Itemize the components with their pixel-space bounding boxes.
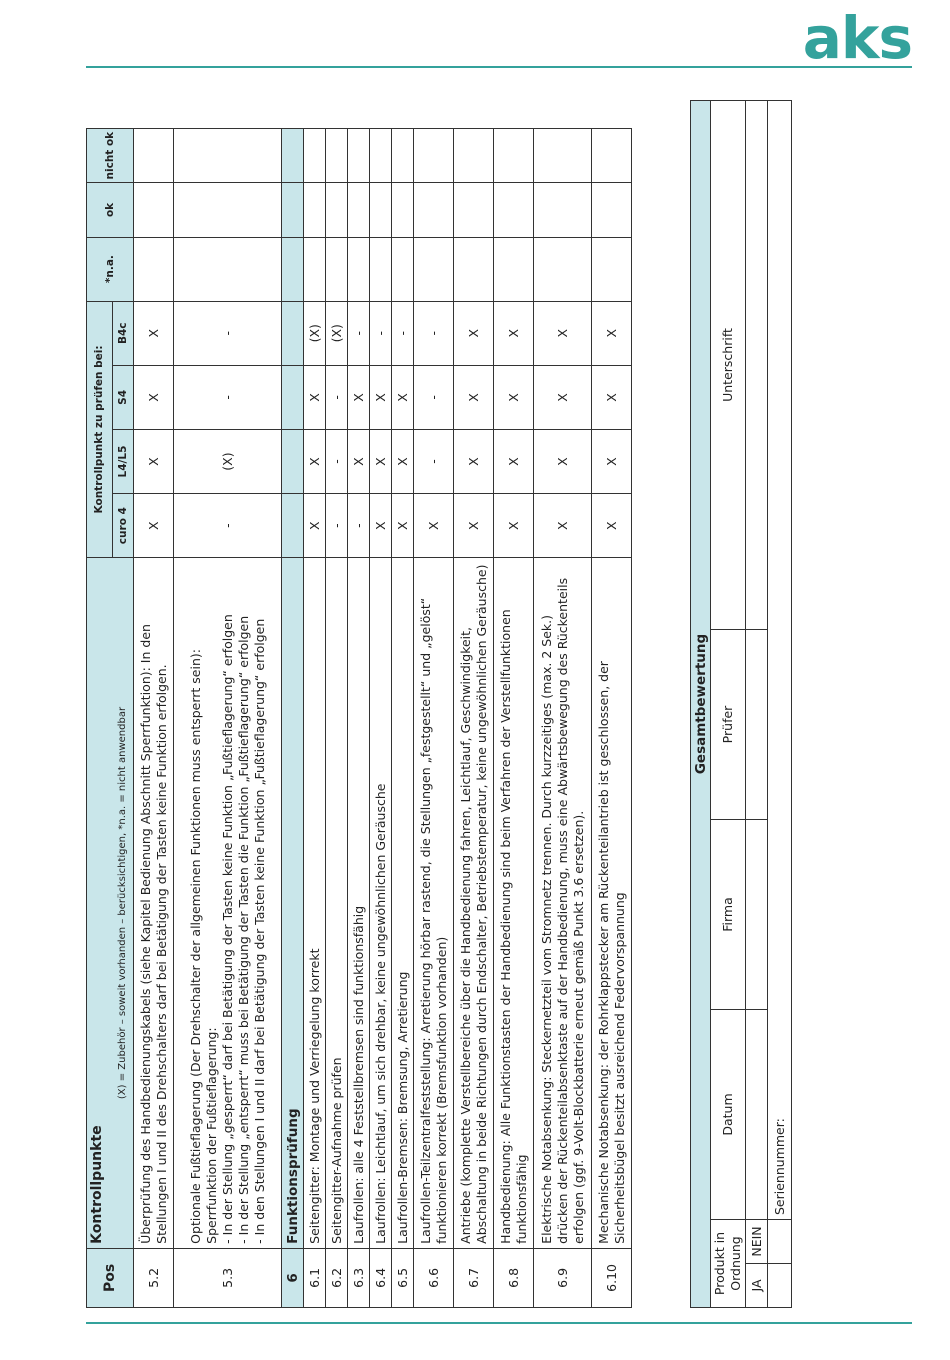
section-row bbox=[282, 129, 304, 1308]
mark-cell: X bbox=[392, 365, 414, 429]
table-row bbox=[348, 129, 370, 1308]
nicht-ok-checkbox-cell[interactable] bbox=[326, 129, 348, 183]
na-checkbox-cell[interactable] bbox=[534, 237, 592, 301]
nicht-ok-checkbox-cell[interactable] bbox=[348, 129, 370, 183]
ok-checkbox-cell[interactable] bbox=[370, 183, 392, 237]
row-text: Seitengitter-Aufnahme prüfen bbox=[326, 558, 348, 1249]
mark-cell: - bbox=[174, 365, 282, 429]
mark-cell: X bbox=[592, 429, 632, 493]
nicht-ok-checkbox-cell[interactable] bbox=[494, 129, 534, 183]
nicht-ok-checkbox-cell[interactable] bbox=[304, 129, 326, 183]
ok-checkbox-cell[interactable] bbox=[454, 183, 494, 237]
ok-checkbox-cell[interactable] bbox=[134, 183, 174, 237]
mark-cell: - bbox=[348, 301, 370, 365]
mark-cell: X bbox=[534, 365, 592, 429]
mark-cell: - bbox=[414, 365, 454, 429]
firma-label: Firma bbox=[711, 820, 746, 1010]
mark-cell: - bbox=[414, 429, 454, 493]
produkt-label: Produkt in Ordnung bbox=[711, 1220, 746, 1308]
mark-cell: X bbox=[304, 429, 326, 493]
col-na-header: *n.a. bbox=[87, 237, 134, 301]
mark-cell: - bbox=[174, 301, 282, 365]
table-row bbox=[534, 129, 592, 1308]
mark-cell: - bbox=[326, 429, 348, 493]
ja-checkbox-cell[interactable] bbox=[768, 1264, 792, 1308]
nicht-ok-checkbox-cell[interactable] bbox=[534, 129, 592, 183]
na-checkbox-cell[interactable] bbox=[304, 237, 326, 301]
mark-cell: - bbox=[370, 301, 392, 365]
ok-checkbox-cell[interactable] bbox=[348, 183, 370, 237]
mark-cell: - bbox=[348, 494, 370, 558]
mark-cell: X bbox=[534, 429, 592, 493]
na-checkbox-cell[interactable] bbox=[134, 237, 174, 301]
ok-checkbox-cell[interactable] bbox=[392, 183, 414, 237]
ok-checkbox-cell[interactable] bbox=[414, 183, 454, 237]
mark-cell: X bbox=[494, 429, 534, 493]
document-id bbox=[0, 0, 14, 1360]
row-text: Seitengitter: Montage und Verriegelung korrekt bbox=[304, 558, 326, 1249]
pruefer-label: Prüfer bbox=[711, 630, 746, 820]
pruefer-field[interactable] bbox=[746, 630, 768, 820]
summary-box bbox=[690, 101, 786, 1308]
mark-cell: X bbox=[454, 365, 494, 429]
nein-option[interactable]: NEIN bbox=[746, 1220, 768, 1264]
mark-cell: X bbox=[534, 301, 592, 365]
mark-cell: X bbox=[304, 365, 326, 429]
ok-checkbox-cell[interactable] bbox=[304, 183, 326, 237]
nicht-ok-checkbox-cell[interactable] bbox=[414, 129, 454, 183]
mark-cell: X bbox=[494, 301, 534, 365]
na-checkbox-cell[interactable] bbox=[326, 237, 348, 301]
mark-cell: X bbox=[134, 301, 174, 365]
section-pos: 6 bbox=[282, 1248, 304, 1307]
na-checkbox-cell[interactable] bbox=[414, 237, 454, 301]
mark-cell: - bbox=[326, 494, 348, 558]
footer-rule bbox=[86, 1322, 912, 1324]
na-checkbox-cell[interactable] bbox=[370, 237, 392, 301]
col-nicht-ok-header: nicht ok bbox=[87, 129, 134, 183]
mark-cell: X bbox=[494, 494, 534, 558]
model-header: L4/L5 bbox=[112, 429, 133, 493]
mark-cell: X bbox=[348, 429, 370, 493]
col-group-header: Kontrollpunkt zu prüfen bei: bbox=[87, 301, 113, 558]
table-row bbox=[304, 129, 326, 1308]
nicht-ok-checkbox-cell[interactable] bbox=[370, 129, 392, 183]
table-row bbox=[326, 129, 348, 1308]
ok-checkbox-cell[interactable] bbox=[534, 183, 592, 237]
mark-cell: X bbox=[454, 494, 494, 558]
table-row bbox=[414, 129, 454, 1308]
row-text: Mechanische Notabsenkung: der Rohrklappstecker am Rückenteilantrieb ist geschlossen, der Sicherheitsbügel besitzt ausreichend Federvorspannung bbox=[592, 558, 632, 1249]
nicht-ok-checkbox-cell[interactable] bbox=[134, 129, 174, 183]
mark-cell: X bbox=[392, 429, 414, 493]
mark-cell: X bbox=[304, 494, 326, 558]
table-row bbox=[592, 129, 632, 1308]
mark-cell: X bbox=[392, 494, 414, 558]
mark-cell: X bbox=[414, 494, 454, 558]
row-text: Laufrollen: alle 4 Feststellbremsen sind funktionsfähig bbox=[348, 558, 370, 1249]
mark-cell: X bbox=[370, 429, 392, 493]
mark-cell: X bbox=[134, 494, 174, 558]
legend-text: (X) = Zubehör – soweit vorhanden – berücksichtigen, *n.a. = nicht anwendbar bbox=[117, 706, 128, 1100]
row-text: Antriebe (komplette Verstellbereiche über die Handbedienung fahren, Leichtlauf, Geschwindigkeit, Abschaltung in beide Richtungen durch Endschalter, Betriebstemperatur, keine ungewöhnlichen Geräusche) bbox=[454, 558, 494, 1249]
seriennummer-label: Seriennummer: bbox=[771, 1118, 787, 1215]
datum-field[interactable] bbox=[746, 1010, 768, 1220]
mark-cell: (X) bbox=[304, 301, 326, 365]
nicht-ok-checkbox-cell[interactable] bbox=[592, 129, 632, 183]
table-row bbox=[174, 129, 282, 1308]
nein-checkbox-cell[interactable] bbox=[768, 1220, 792, 1264]
ok-checkbox-cell[interactable] bbox=[174, 183, 282, 237]
row-text: Laufrollen: Leichtlauf, um sich drehbar, keine ungewöhnlichen Geräusche bbox=[370, 558, 392, 1249]
row-pos: 6.10 bbox=[592, 1248, 632, 1307]
header-rule bbox=[86, 66, 912, 68]
mark-cell: X bbox=[534, 494, 592, 558]
unterschrift-field[interactable] bbox=[746, 100, 768, 629]
row-pos: 6.5 bbox=[392, 1248, 414, 1307]
mark-cell: X bbox=[494, 365, 534, 429]
mark-cell: X bbox=[134, 365, 174, 429]
na-checkbox-cell[interactable] bbox=[592, 237, 632, 301]
row-pos: 6.4 bbox=[370, 1248, 392, 1307]
row-pos: 5.3 bbox=[174, 1248, 282, 1307]
datum-label: Datum bbox=[711, 1010, 746, 1220]
row-text: Laufrollen-Bremsen: Bremsung, Arretierung bbox=[392, 558, 414, 1249]
unterschrift-label: Unterschrift bbox=[711, 100, 746, 629]
mark-cell: X bbox=[592, 301, 632, 365]
mark-cell: (X) bbox=[174, 429, 282, 493]
mark-cell: X bbox=[592, 365, 632, 429]
mark-cell: X bbox=[348, 365, 370, 429]
row-text: Überprüfung des Handbedienungskabels (siehe Kapitel Bedienung Abschnitt Sperrfunktion): In den Stellungen I und II des Drehschalters darf bei Betätigung der Tasten keine Funktion erfolgen. bbox=[134, 558, 174, 1249]
aks-logo: aks bbox=[802, 4, 912, 72]
firma-field[interactable] bbox=[746, 820, 768, 1010]
row-pos: 5.2 bbox=[134, 1248, 174, 1307]
table-row bbox=[494, 129, 534, 1308]
mark-cell: X bbox=[454, 429, 494, 493]
mark-cell: - bbox=[392, 301, 414, 365]
summary-title: Gesamtbewertung bbox=[691, 100, 711, 1307]
mark-cell: - bbox=[174, 494, 282, 558]
nicht-ok-checkbox-cell[interactable] bbox=[174, 129, 282, 183]
section-title: Funktionsprüfung bbox=[282, 558, 304, 1249]
row-pos: 6.3 bbox=[348, 1248, 370, 1307]
na-checkbox-cell[interactable] bbox=[454, 237, 494, 301]
row-pos: 6.8 bbox=[494, 1248, 534, 1307]
na-checkbox-cell[interactable] bbox=[348, 237, 370, 301]
row-pos: 6.9 bbox=[534, 1248, 592, 1307]
table-row bbox=[454, 129, 494, 1308]
table-row bbox=[370, 129, 392, 1308]
row-text: Elektrische Notabsenkung: Steckernetzteil vom Stromnetz trennen. Durch kurzzeitiges (max. 2 Sek.) drücken der Rückenteilabsenktaste auf der Handbedienung, muss eine Abwärtsbewegung des Rückenteils erfolgen (ggf. 9-Volt-Blockbatterie erneut gemäß Punkt 3.6 ersetzen). bbox=[534, 558, 592, 1249]
col-title-header bbox=[87, 558, 134, 1249]
na-checkbox-cell[interactable] bbox=[494, 237, 534, 301]
mark-cell: X bbox=[134, 429, 174, 493]
mark-cell: X bbox=[370, 494, 392, 558]
row-pos: 6.7 bbox=[454, 1248, 494, 1307]
col-pos-header: Pos bbox=[87, 1248, 134, 1307]
col-title-label: Kontrollpunkte bbox=[89, 1125, 105, 1244]
mark-cell: X bbox=[454, 301, 494, 365]
seriennummer-field[interactable] bbox=[768, 100, 792, 1219]
col-ok-header: ok bbox=[87, 183, 134, 237]
nicht-ok-checkbox-cell[interactable] bbox=[454, 129, 494, 183]
model-header: B4c bbox=[112, 301, 133, 365]
row-pos: 6.1 bbox=[304, 1248, 326, 1307]
mark-cell: X bbox=[592, 494, 632, 558]
ok-checkbox-cell[interactable] bbox=[592, 183, 632, 237]
na-checkbox-cell[interactable] bbox=[392, 237, 414, 301]
mark-cell: (X) bbox=[326, 301, 348, 365]
ja-option[interactable]: JA bbox=[746, 1264, 768, 1308]
model-header: S4 bbox=[112, 365, 133, 429]
model-header: curo 4 bbox=[112, 494, 133, 558]
row-text: Laufrollen-Teilzentralfeststellung: Arretierung hörbar rastend, die Stellungen „festgestellt“ und „gelöst“ funktionieren korrekt (Bremsfunktion vorhanden) bbox=[414, 558, 454, 1249]
row-text: Handbedienung: Alle Funktionstasten der Handbedienung sind beim Verfahren der Verstellfunktionen funktionsfähig bbox=[494, 558, 534, 1249]
row-pos: 6.2 bbox=[326, 1248, 348, 1307]
table-row bbox=[392, 129, 414, 1308]
table-row bbox=[134, 129, 174, 1308]
checklist-table bbox=[86, 128, 661, 1308]
ok-checkbox-cell[interactable] bbox=[494, 183, 534, 237]
nicht-ok-checkbox-cell[interactable] bbox=[392, 129, 414, 183]
mark-cell: - bbox=[414, 301, 454, 365]
mark-cell: - bbox=[326, 365, 348, 429]
row-text: Optionale Fußtieflagerung (Der Drehschalter der allgemeinen Funktionen muss entsperrt sein): Sperrfunktion der Fußtieflagerung: - In der Stellung „gesperrt“ darf bei Betätigung der Tasten keine Funktion „Fußtieflagerung“ erfolgen - In der Stellung „entsperrt“ muss bei Betätigung der Tasten die Funktion „Fußtieflagerung“ erfolgen - In den Stellungen I und II darf bei Betätigung der Tasten keine Funktion „Fußtieflagerung“ erfolgen bbox=[174, 558, 282, 1249]
mark-cell: X bbox=[370, 365, 392, 429]
ok-checkbox-cell[interactable] bbox=[326, 183, 348, 237]
na-checkbox-cell[interactable] bbox=[174, 237, 282, 301]
row-pos: 6.6 bbox=[414, 1248, 454, 1307]
